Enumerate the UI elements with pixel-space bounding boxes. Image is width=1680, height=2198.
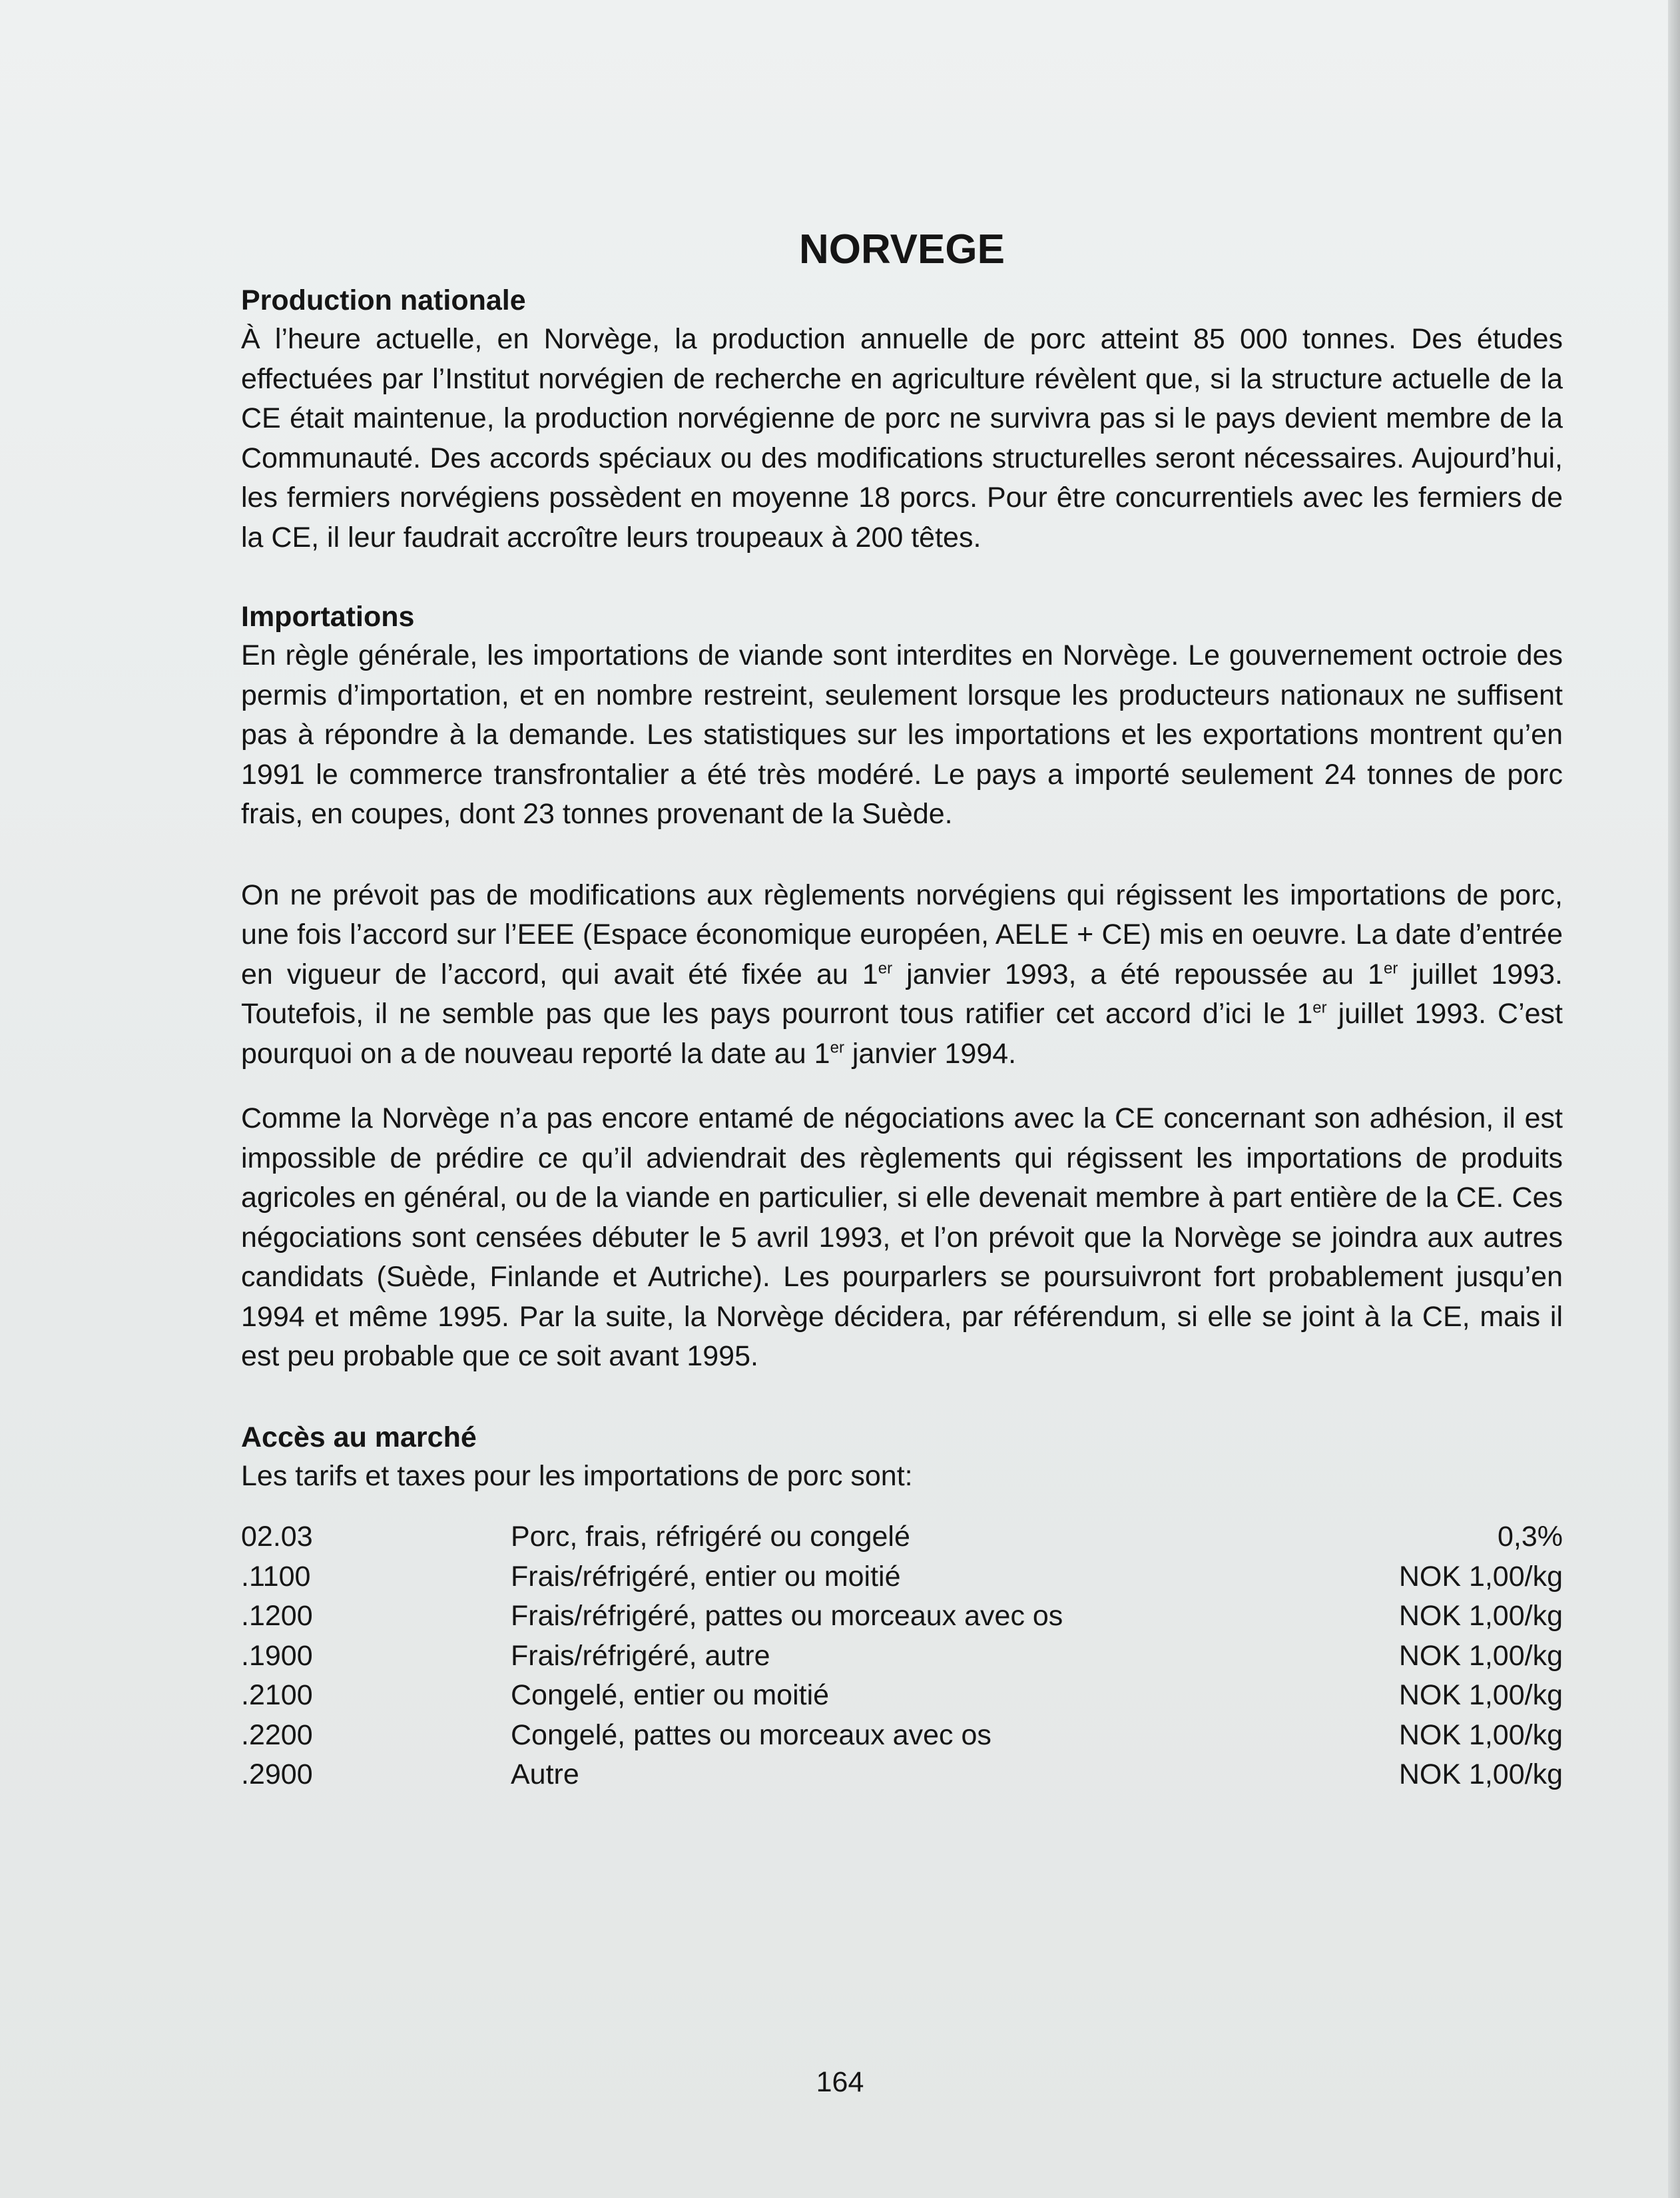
tariff-rate: NOK 1,00/kg — [1398, 1718, 1563, 1751]
page-title: NORVEGE — [799, 226, 1005, 272]
tariff-description: Congelé, entier ou moitié — [511, 1679, 830, 1711]
section-importations — [241, 597, 1563, 1377]
section-acces — [241, 1418, 1563, 1795]
tariff-table — [241, 1517, 1563, 1795]
tariff-description: Frais/réfrigéré, autre — [511, 1639, 770, 1672]
tariff-code: .2100 — [241, 1679, 313, 1711]
tariff-code: 02.03 — [241, 1521, 313, 1553]
tariff-rate: NOK 1,00/kg — [1398, 1679, 1563, 1711]
tariff-description: Frais/réfrigéré, entier ou moitié — [511, 1560, 901, 1593]
tariff-code: .1100 — [241, 1560, 311, 1593]
section-heading-acces: Accès au marché — [241, 1421, 477, 1453]
tariff-rate: NOK 1,00/kg — [1398, 1600, 1563, 1632]
table-row — [241, 1755, 1563, 1795]
paragraph-acces-intro: Les tarifs et taxes pour les importations de porc sont: — [241, 1459, 913, 1492]
tariff-code: .2200 — [241, 1718, 313, 1751]
table-row — [241, 1716, 1563, 1756]
tariff-code: .2900 — [241, 1758, 313, 1790]
section-heading-importations: Importations — [241, 601, 415, 633]
page-edge — [1668, 0, 1680, 2198]
table-row — [241, 1557, 1563, 1597]
table-row — [241, 1517, 1563, 1557]
tariff-rate: NOK 1,00/kg — [1398, 1758, 1563, 1790]
table-row — [241, 1637, 1563, 1676]
table-row — [241, 1676, 1563, 1716]
tariff-code: .1200 — [241, 1600, 313, 1632]
paragraph-importations-1: En règle générale, les importations de viande sont interdites en Norvège. Le gouvernement octroie des permis d’importation, et en nombre restreint, seulement lorsque les producteurs nationaux ne suffisent pas à répondre à la demande. Les statistiques sur les importations et les exportations montrent qu’en 1991 le commerce transfrontalier a été très modéré. Le pays a importé seulement 24 tonnes de porc frais, en coupes, dont 23 tonnes provenant de la Suède. — [241, 639, 1563, 830]
tariff-description: Congelé, pattes ou morceaux avec os — [511, 1718, 991, 1751]
section-heading-production: Production nationale — [241, 284, 526, 316]
tariff-rate: 0,3% — [1497, 1521, 1563, 1553]
tariff-code: .1900 — [241, 1639, 313, 1672]
tariff-rate: NOK 1,00/kg — [1398, 1560, 1563, 1593]
paragraph-production: À l’heure actuelle, en Norvège, la production annuelle de porc atteint 85 000 tonnes. Des études effectuées par l’Institut norvégien de recherche en agriculture révèlent que, si la structure actuelle de la CE était maintenue, la production norvégienne de porc ne survivra pas si le pays devient membre de la Communauté. Des accords spéciaux ou des modifications structurelles seront nécessaires. Aujourd’hui, les fermiers norvégiens possèdent en moyenne 18 porcs. Pour être concurrentiels avec les fermiers de la CE, il leur faudrait accroître leurs troupeaux à 200 têtes. — [241, 323, 1563, 553]
page-number: 164 — [816, 2066, 864, 2098]
table-row — [241, 1597, 1563, 1637]
tariff-description: Porc, frais, réfrigéré ou congelé — [511, 1521, 910, 1553]
tariff-description: Autre — [511, 1758, 579, 1790]
paragraph-importations-3: Comme la Norvège n’a pas encore entamé de négociations avec la CE concernant son adhésion, il est impossible de prédire ce qu’il adviendrait des règlements qui régissent les importations de produits agricoles en général, ou de la viande en particulier, si elle devenait membre à part entière de la CE. Ces négociations sont censées débuter le 5 avril 1993, et l’on prévoit que la Norvège se joindra aux autres candidats (Suède, Finlande et Autriche). Les pourparlers se poursuivront fort probablement jusqu’en 1994 et même 1995. Par la suite, la Norvège décidera, par référendum, si elle se joint à la CE, mais il est peu probable que ce soit avant 1995. — [241, 1102, 1563, 1372]
paragraph-importations-2: On ne prévoit pas de modifications aux règlements norvégiens qui régissent les importations de porc, une fois l’accord sur l’EEE (Espace économique européen, AELE + CE) mis en oeuvre. La date d’entrée en vigueur de l’accord, qui avait été fixée au 1er janvier 1993, a été repoussée au 1er juillet 1993. Toutefois, il ne semble pas que les pays pourront tous ratifier cet accord d’ici le 1er juillet 1993. C’est pourquoi on a de nouveau reporté la date au 1er janvier 1994. — [241, 879, 1563, 1070]
page-content — [241, 200, 1563, 1795]
tariff-description: Frais/réfrigéré, pattes ou morceaux avec os — [511, 1600, 1063, 1632]
tariff-rate: NOK 1,00/kg — [1398, 1639, 1563, 1672]
section-production — [241, 281, 1563, 557]
